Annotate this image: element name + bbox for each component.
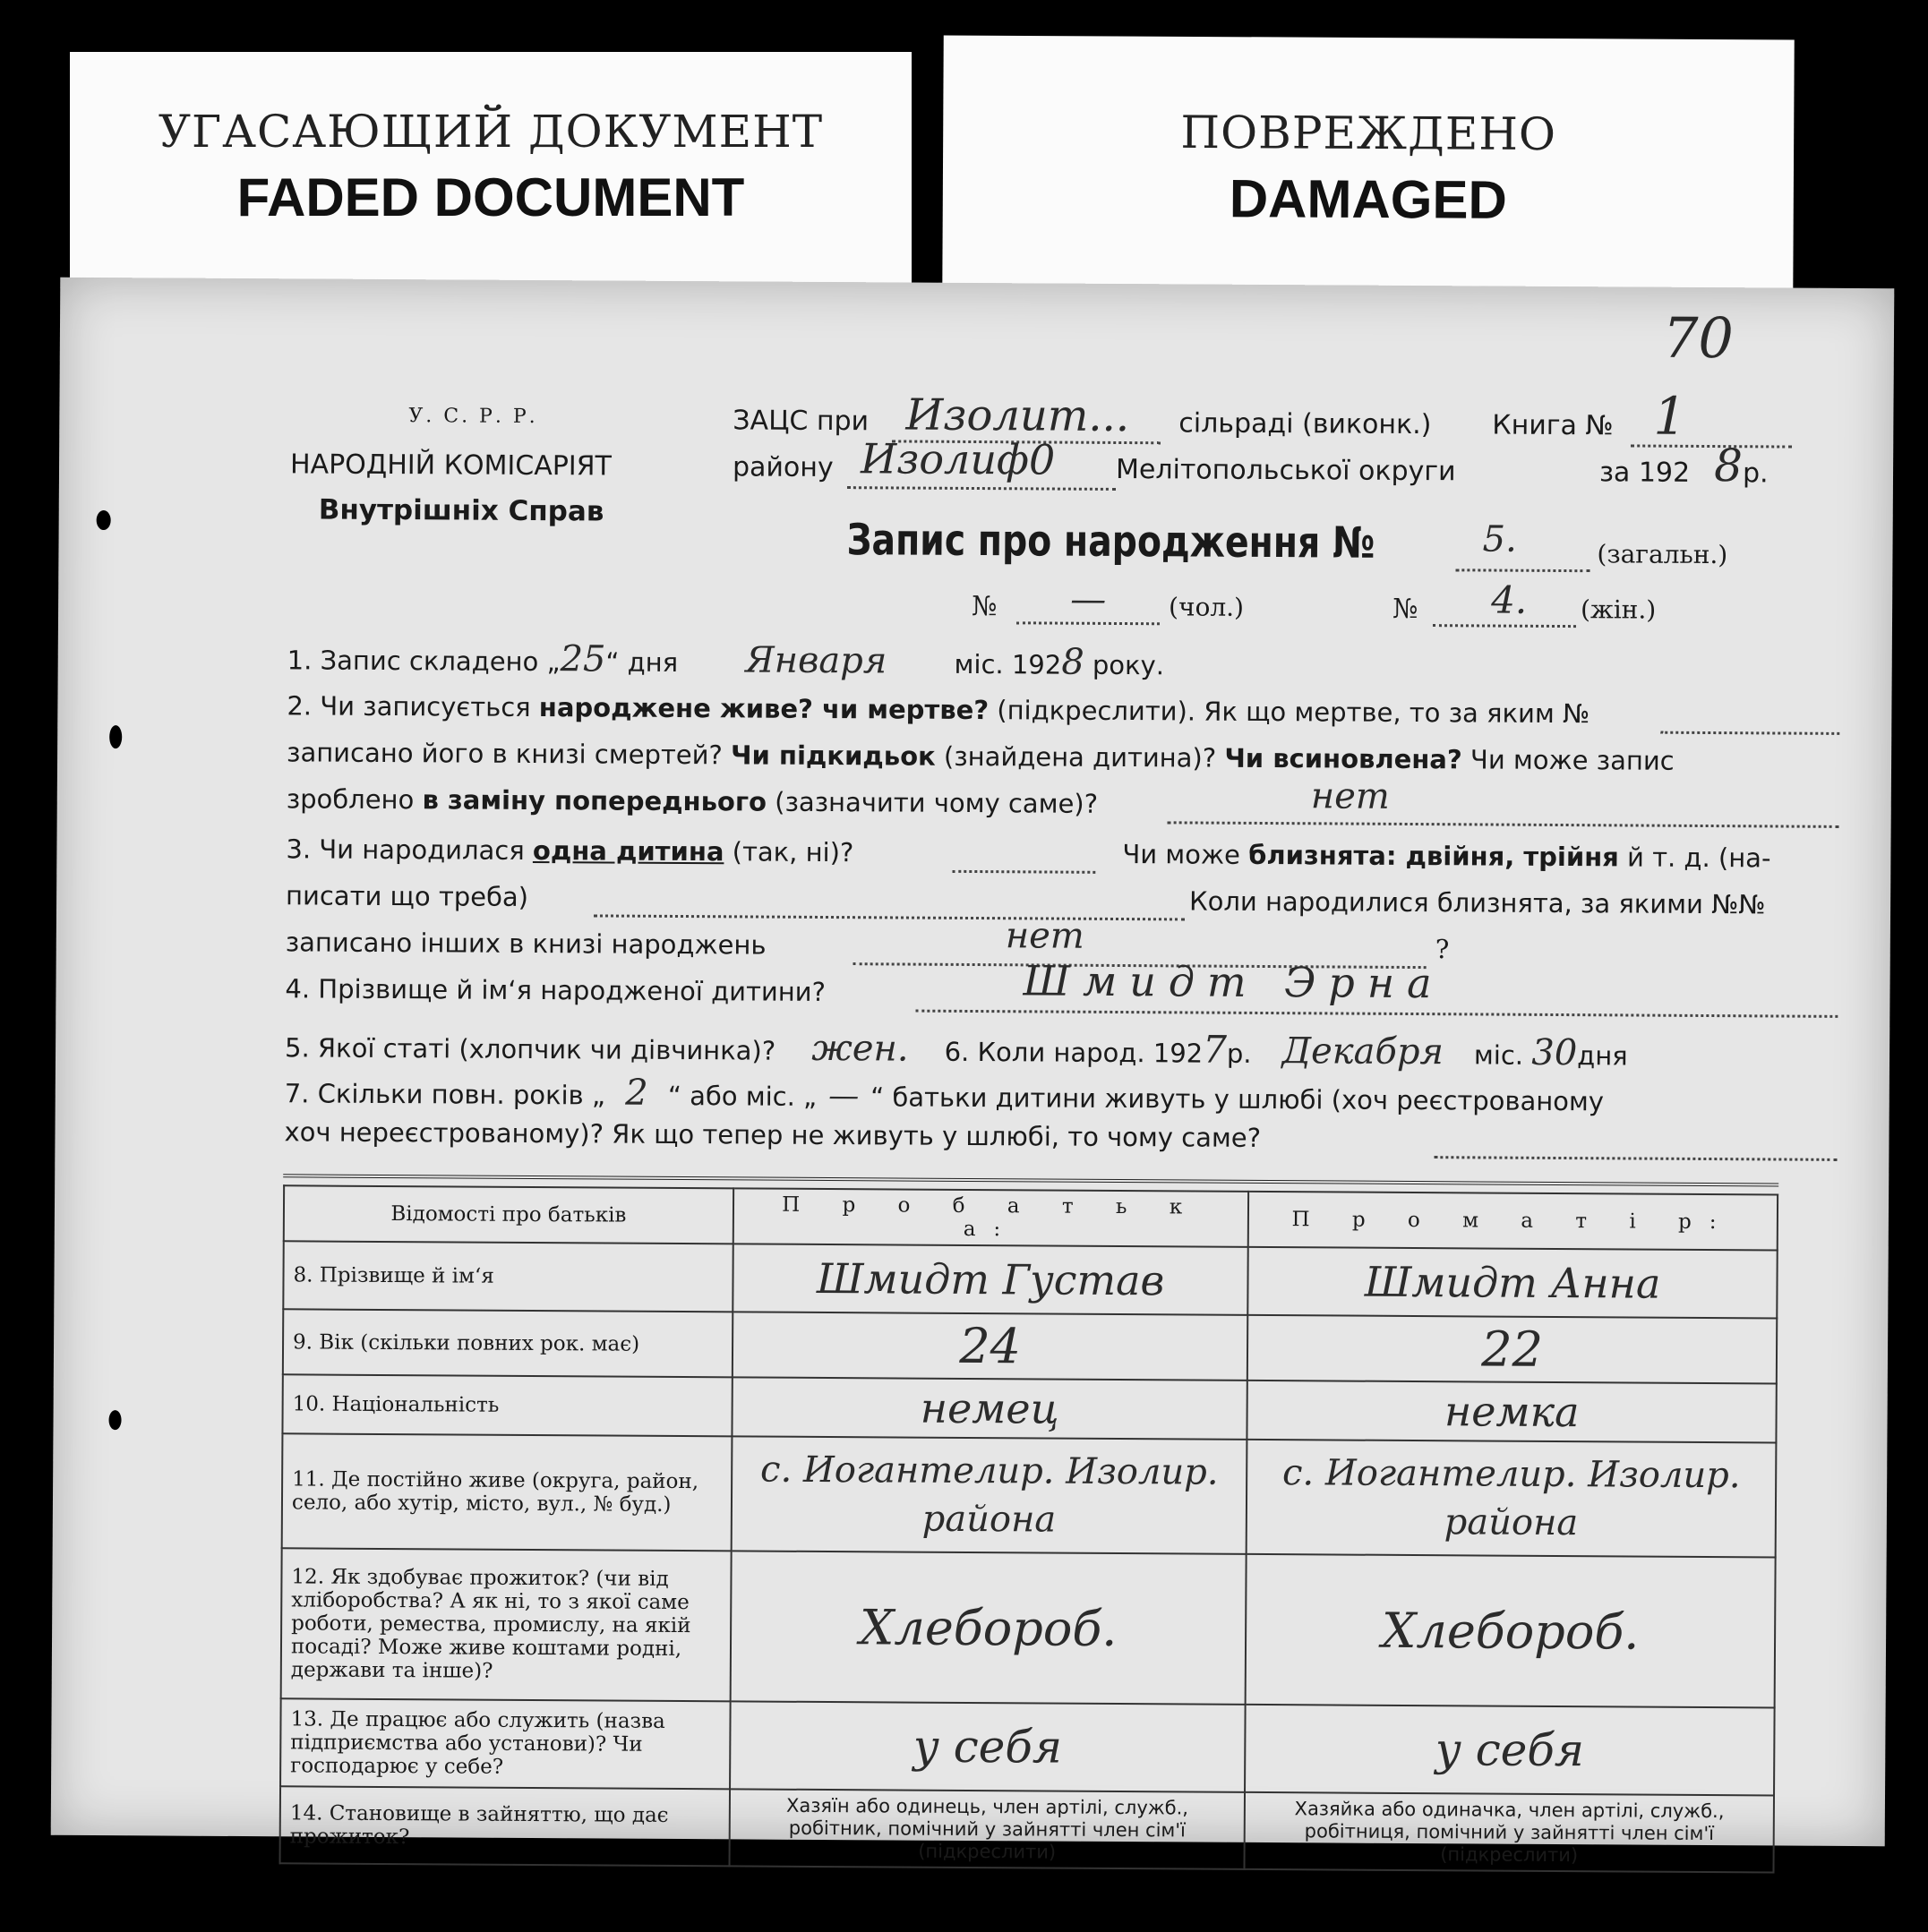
question-2-line-3 <box>287 783 1098 819</box>
ussr-heading: У. С. Р. Р. <box>408 405 538 429</box>
question-7-line-2 <box>284 1116 1261 1153</box>
table-header: П р о б а т ь к а: <box>733 1188 1249 1247</box>
mother-value: Шмидт Анна <box>1247 1247 1777 1319</box>
fill-line <box>847 486 1116 491</box>
question-3-line-2b <box>1189 885 1766 919</box>
year-prefix: за 192 <box>1598 457 1691 489</box>
mother-value: 22 <box>1247 1315 1777 1384</box>
question-3-line-2 <box>286 880 528 912</box>
table-row <box>283 1309 1777 1383</box>
q6-text: міс. <box>1473 1039 1524 1071</box>
book-label: Книга № <box>1492 409 1614 442</box>
parents-table <box>279 1184 1779 1873</box>
q7-text: 7. Скільки повн. років „ <box>284 1078 606 1111</box>
mother-value: у себя <box>1245 1705 1774 1796</box>
damage-hole <box>97 510 111 530</box>
year-suffix: р. <box>1742 457 1769 490</box>
question-1 <box>287 637 1165 683</box>
district-value: Изолиф0 <box>860 434 1056 484</box>
q3-text: Коли народилися близнята, за якими №№ <box>1188 885 1766 920</box>
q2-text: Чи може запис <box>1461 744 1675 776</box>
question-5-6 <box>285 1022 1628 1073</box>
record-number: 5. <box>1482 518 1517 560</box>
father-value: 24 <box>733 1312 1248 1381</box>
fill-line <box>915 1010 1838 1018</box>
table-row <box>280 1698 1775 1795</box>
male-value: — <box>1070 578 1107 620</box>
fill-line <box>1455 568 1590 572</box>
table-row <box>282 1374 1776 1442</box>
table-header-row <box>284 1185 1778 1250</box>
table-header: П р о м а т і р: <box>1248 1192 1778 1251</box>
fill-line <box>1168 821 1839 828</box>
child-name: Шмидт Эрна <box>1023 956 1444 1008</box>
commissariat-heading: НАРОДНІЙ КОМІСАРІЯТ <box>289 449 612 483</box>
q7-text: “ або міс. „ <box>667 1080 818 1112</box>
fill-line <box>952 870 1095 874</box>
q1-month: Января <box>745 639 887 682</box>
q1-text: року. <box>1092 649 1165 681</box>
fill-line <box>1631 444 1792 448</box>
female-label: (жін.) <box>1580 594 1657 625</box>
mother-status-options: Хазяйка або одиначка, член артілі, служб., робітниця, помічний у зайнятті член сім'ї (підкреслити) <box>1245 1792 1774 1873</box>
birth-day: 30 <box>1531 1031 1578 1074</box>
q7-text: хоч нереєстрованому)? Як що тепер не живуть у шлюбі, то чому саме? <box>284 1116 1262 1153</box>
row-label: 11. Де постійно живе (округа, район, село, або хутір, місто, вул., № буд.) <box>282 1433 733 1551</box>
table-row <box>283 1241 1777 1318</box>
married-years: 2 <box>625 1072 648 1114</box>
fill-line <box>1660 731 1839 735</box>
year-value: 8 <box>1713 440 1744 492</box>
book-value: 1 <box>1653 385 1687 447</box>
record-title: Запис про народження № <box>846 515 1375 568</box>
q2-text: записано його в книзі смертей? <box>286 737 732 771</box>
fill-line <box>1433 624 1576 628</box>
q1-text: міс. 192 <box>954 648 1062 680</box>
label-en: DAMAGED <box>1229 168 1507 230</box>
male-label: (чол.) <box>1169 592 1245 622</box>
q1-day: 25 <box>560 638 606 680</box>
page-number: 70 <box>1662 304 1735 372</box>
table-top-rule <box>283 1174 1778 1186</box>
district-prefix: району <box>732 451 834 484</box>
label-ru: ПОВРЕЖДЕНО <box>1180 106 1557 161</box>
mother-value: с. Иогантелир. Изолир. района <box>1247 1440 1777 1558</box>
q3-value: нет <box>1005 915 1084 957</box>
q2-text: (знайдена дитина)? <box>935 740 1225 774</box>
q2-text: 2. Чи записується <box>287 690 539 723</box>
total-label: (загальн.) <box>1597 539 1728 570</box>
father-value: Шмидт Густав <box>733 1244 1248 1315</box>
q3-text: (так, ні)? <box>724 836 854 868</box>
q1-text: 1. Запис складено „ <box>287 645 561 678</box>
birth-record-sheet <box>51 278 1895 1866</box>
row-label: 10. Національність <box>282 1374 732 1436</box>
zags-suffix: сільраді (виконк.) <box>1178 407 1432 441</box>
label-ru: УГАСАЮЩИЙ ДОКУМЕНТ <box>158 106 824 158</box>
fill-line <box>1434 1156 1837 1161</box>
damaged-label <box>942 36 1795 300</box>
label-en: FADED DOCUMENT <box>236 167 745 227</box>
married-months: — <box>828 1078 860 1115</box>
q2-text: Чи підкидьок <box>731 739 936 772</box>
q3-end: ? <box>1435 934 1450 965</box>
q1-year: 8 <box>1061 641 1084 683</box>
table-row <box>282 1433 1777 1557</box>
district-suffix: Мелітопольської округи <box>1115 453 1456 488</box>
q3-text: писати що треба) <box>286 880 529 912</box>
table-row <box>281 1548 1776 1707</box>
question-2-line-1 <box>287 690 1590 729</box>
damage-hole <box>109 725 122 748</box>
fill-line <box>1016 621 1160 625</box>
faded-document-label <box>70 52 912 307</box>
q3-text: записано інших в книзі народжень <box>285 927 767 961</box>
q2-text: (підкреслити). Як що мертве, то за яким № <box>989 695 1590 730</box>
row-label: 9. Вік (скільки повних рок. має) <box>283 1309 733 1377</box>
mother-value: Хлебороб. <box>1246 1554 1776 1708</box>
father-status-options: Хазяїн або одинець, член артілі, служб., робітник, помічний у зайнятті член сім'ї (підкреслити) <box>730 1789 1246 1869</box>
department-heading: Внутрішніх Справ <box>318 493 604 528</box>
birth-month: Декабря <box>1281 1030 1444 1073</box>
table-row <box>280 1786 1774 1872</box>
row-label: 13. Де працює або служить (назва підприємства або установи)? Чи господарює у себе? <box>280 1698 731 1789</box>
row-label: 8. Прізвище й ім‘я <box>283 1241 733 1312</box>
q6-text: 6. Коли народ. 192 <box>944 1036 1204 1069</box>
q5-text: 5. Якої статі (хлопчик чи дівчинка)? <box>284 1032 776 1066</box>
q2-text: в заміну попереднього <box>422 784 767 817</box>
question-3-line-1 <box>286 833 853 868</box>
question-3-line-3 <box>286 927 767 960</box>
question-2-line-2 <box>287 737 1675 775</box>
q2-value: нет <box>1310 775 1390 817</box>
q2-text: народжене живе? чи мертве? <box>538 692 990 726</box>
table-header: Відомості про батьків <box>284 1185 733 1244</box>
row-label: 12. Як здобуває прожиток? (чи від хліборобства? А як ні, то з якої саме роботи, ремества, промислу, на якій посаді? Може живе коштами родні, держави та інше)? <box>281 1548 732 1701</box>
father-value: немец <box>732 1377 1247 1440</box>
question-3-line-1b <box>1122 839 1770 873</box>
birth-year: 7 <box>1203 1027 1228 1072</box>
fill-line <box>594 914 1185 920</box>
female-value: 4. <box>1491 577 1528 622</box>
zags-value: Изолит... <box>905 389 1130 442</box>
zags-prefix: ЗАЦС при <box>733 405 870 438</box>
father-value: у себя <box>730 1701 1246 1792</box>
q6-text: дня <box>1577 1040 1628 1072</box>
q1-text: “ дня <box>605 646 679 678</box>
father-value: с. Иогантелир. Изолир. района <box>732 1436 1247 1554</box>
q3-text: й т. д. (на- <box>1618 842 1771 874</box>
row-label: 14. Становище в зайняттю, що дає прожиток? <box>280 1786 731 1866</box>
q2-text: (зазначити чому саме)? <box>766 786 1099 819</box>
q2-text: Чи всиновлена? <box>1224 742 1462 775</box>
q3-text: 3. Чи народилася <box>286 833 534 866</box>
father-value: Хлебороб. <box>731 1551 1247 1705</box>
q6-text: р. <box>1226 1038 1252 1069</box>
question-7-line-1 <box>285 1070 1605 1119</box>
q3-text: близнята: двійня, трійня <box>1248 839 1619 873</box>
q7-text: “ батьки дитини живуть у шлюбі (хоч реєстрованому <box>870 1081 1605 1117</box>
male-no: № <box>971 590 998 623</box>
q2-text: зроблено <box>286 783 423 816</box>
female-no: № <box>1392 593 1418 626</box>
mother-value: немка <box>1247 1381 1777 1443</box>
child-sex: жен. <box>811 1027 909 1070</box>
damage-hole <box>108 1410 121 1430</box>
q3-text: Чи може <box>1122 839 1249 870</box>
q3-text: одна дитина <box>532 834 724 868</box>
q4-text: 4. Прізвище й ім‘я народженої дитини? <box>285 973 827 1007</box>
question-4 <box>285 973 826 1007</box>
